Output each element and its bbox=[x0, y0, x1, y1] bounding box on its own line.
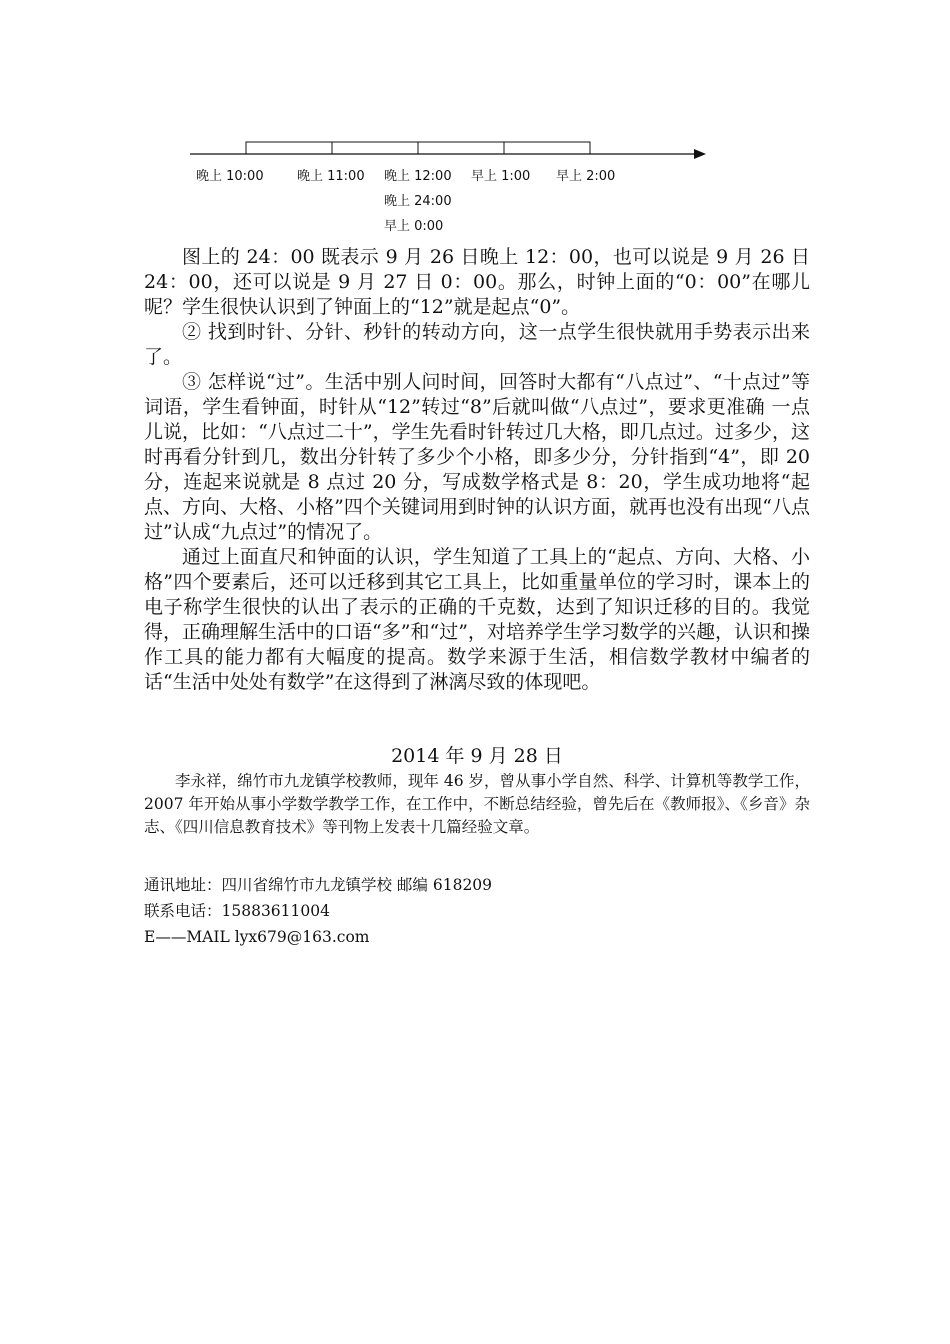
contact-phone: 联系电话：15883611004 bbox=[144, 902, 330, 920]
timeline-label: 晚上 24:00 bbox=[384, 194, 452, 209]
timeline-figure bbox=[180, 128, 740, 238]
timeline-label: 晚上 11:00 bbox=[297, 169, 365, 184]
contact-email: E——MAIL lyx679@163.com bbox=[144, 928, 370, 946]
contact-address: 通讯地址：四川省绵竹市九龙镇学校 邮编 618209 bbox=[144, 876, 493, 894]
paragraph: 图上的 24：00 既表示 9 月 26 日晚上 12：00，也可以说是 9 月 26 日 24：00，还可以说是 9 月 27 日 0：00。那么，时钟上面的“0：00”在哪儿呢？学生很快认识到了钟面上的“12”就是起点“0”。 bbox=[144, 246, 810, 318]
timeline-arrowhead bbox=[694, 149, 706, 159]
article-body bbox=[144, 245, 810, 695]
timeline-label: 晚上 12:00 bbox=[384, 169, 452, 184]
timeline-label: 早上 2:00 bbox=[556, 169, 616, 184]
paragraph: 通过上面直尺和钟面的认识，学生知道了工具上的“起点、方向、大格、小格”四个要素后，还可以迁移到其它工具上，比如重量单位的学习时，课本上的电子称学生很快的认出了表示的正确的千克数，达到了知识迁移的目的。我觉得，正确理解生活中的口语“多”和“过”，对培养学生学习数学的兴趣，认识和操作工具的能力都有大幅度的提高。数学来源于生活，相信数学教材中编者的话“生活中处处有数学”在这得到了淋漓尽致的体现吧。 bbox=[144, 546, 810, 693]
contact-info bbox=[144, 872, 810, 950]
paragraph: ② 找到时针、分针、秒针的转动方向，这一点学生很快就用手势表示出来了。 bbox=[144, 321, 810, 368]
timeline-label: 晚上 10:00 bbox=[196, 169, 264, 184]
date-line: 2014 年 9 月 28 日 bbox=[391, 745, 563, 767]
timeline-label: 早上 1:00 bbox=[471, 169, 531, 184]
timeline-axis bbox=[180, 128, 740, 168]
bio-text: 李永祥，绵竹市九龙镇学校教师，现年 46 岁，曾从事小学自然、科学、计算机等教学工作，2007 年开始从事小学数学教学工作，在工作中，不断总结经验，曾先后在《教师报》、《乡音》杂志、《四川信息教育技术》等刊物上发表十几篇经验文章。 bbox=[144, 772, 810, 836]
timeline-label: 早上 0:00 bbox=[384, 219, 444, 234]
author-bio bbox=[144, 770, 810, 839]
paragraph: ③ 怎样说“过”。生活中别人问时间，回答时大都有“八点过”、“十点过”等词语，学生看钟面，时针从“12”转过“8”后就叫做“八点过”，要求更准确 一点儿说，比如：“八点过二十”，学生先看时针转过几大格，即几点过。过多少，这时再看分针到几，数出分针转了多少个小格，即多少分，分针指到“4”，即 20 分，连起来说就是 8 点过 20 分，写成数学格式是 8：20，学生成功地将“起点、方向、大格、小格”四个关键词用到时钟的认识方面，就再也没有出现“八点过”认成“九点过”的情况了。 bbox=[144, 371, 810, 543]
